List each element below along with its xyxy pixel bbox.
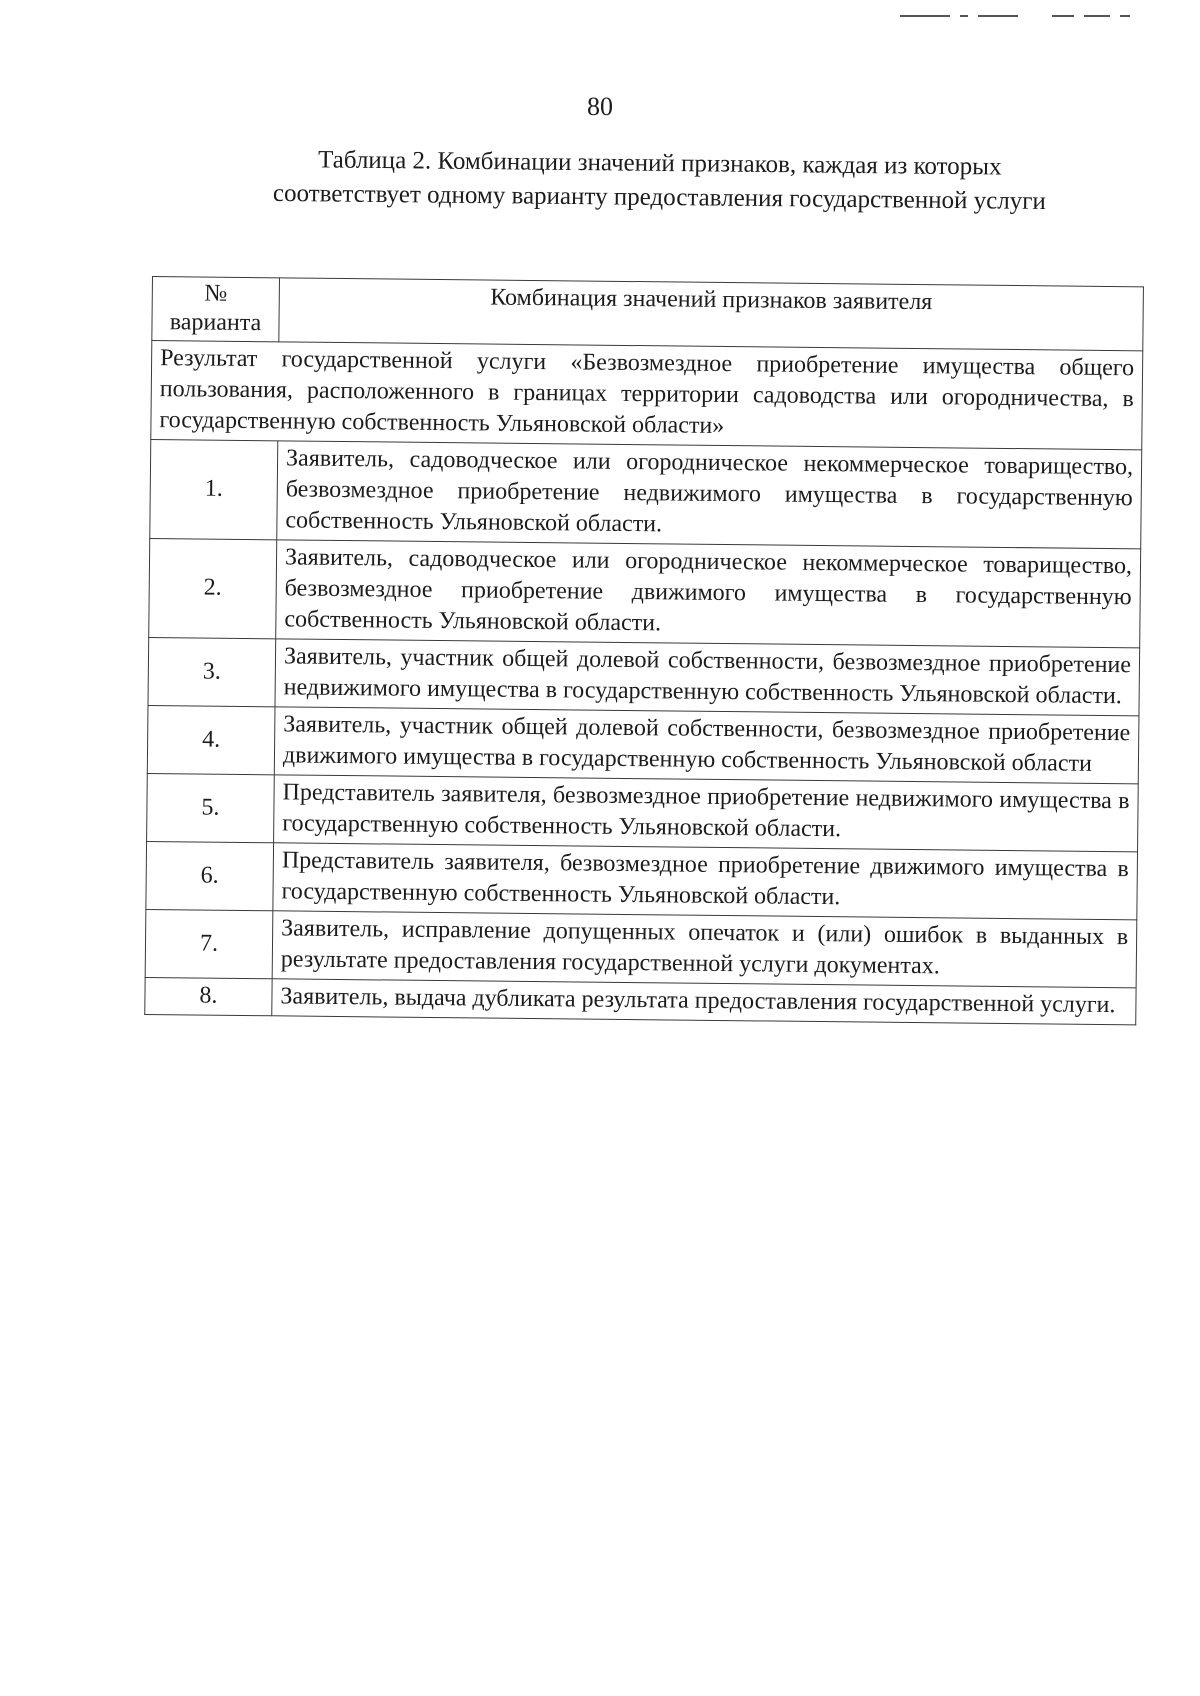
table-row xyxy=(149,538,1141,647)
header-combination: Комбинация значений признаков заявителя xyxy=(279,278,1144,351)
combination-cell: Представитель заявителя, безвозмездное приобретение движимого имущества в государственную собственность Ульяновской области. xyxy=(273,843,1138,920)
table-caption-line-2: соответствует одному варианту предоставления государственной услуги xyxy=(272,179,1047,215)
table-row xyxy=(145,909,1137,987)
variant-number-cell: 7. xyxy=(145,909,273,978)
variant-number-cell: 4. xyxy=(147,705,275,774)
variant-number-cell: 1. xyxy=(150,439,278,539)
combination-cell: Представитель заявителя, безвозмездное приобретение недвижимого имущества в государственную собственность Ульяновской области. xyxy=(274,775,1139,852)
variants-table xyxy=(144,276,1144,1025)
table-row xyxy=(150,439,1142,548)
variant-number-cell: 5. xyxy=(147,773,275,842)
table-caption-line-1: Таблица 2. Комбинации значений признаков, каждая из которых xyxy=(317,146,1002,181)
combination-cell: Заявитель, исправление допущенных опечаток и (или) ошибок в выданных в результате предоставления государственной услуги документах. xyxy=(272,911,1137,988)
combination-cell: Заявитель, выдача дубликата результата предоставления государственной услуги. xyxy=(272,979,1136,1025)
variant-number-cell: 3. xyxy=(148,637,276,706)
header-variant-number-label: варианта xyxy=(169,309,262,337)
variants-table-container xyxy=(144,276,1144,1025)
result-row xyxy=(151,341,1143,450)
table-row xyxy=(147,773,1139,851)
scan-artifact-mark xyxy=(900,14,1130,18)
variant-number-cell: 8. xyxy=(145,977,272,1015)
table-header-row xyxy=(152,277,1144,351)
header-variant-number-symbol: № xyxy=(204,280,228,307)
header-variant-number xyxy=(152,277,280,342)
variant-number-cell: 6. xyxy=(146,841,274,910)
page-number: 80 xyxy=(587,92,613,121)
table-row xyxy=(148,637,1140,715)
table-row xyxy=(147,705,1139,783)
combination-cell: Заявитель, участник общей долевой собственности, безвозмездное приобретение движимого имущества в государственную собственность Ульяновской области xyxy=(274,707,1139,784)
combination-cell: Заявитель, участник общей долевой собственности, безвозмездное приобретение недвижимого имущества в государственную собственность Ульяновской области. xyxy=(275,639,1140,716)
variant-number-cell: 2. xyxy=(149,538,277,638)
table-caption xyxy=(189,142,1130,220)
result-cell: Результат государственной услуги «Безвозмездное приобретение имущества общего пользования, расположенного в границах территории садоводства или огородничества, в государственную собственность Ульяновской области» xyxy=(151,341,1143,450)
combination-cell: Заявитель, садоводческое или огородническое некоммерческое товарищество, безвозмездное приобретение недвижимого имущества в государственную собственность Ульяновской области. xyxy=(277,441,1142,549)
combination-cell: Заявитель, садоводческое или огородническое некоммерческое товарищество, безвозмездное приобретение движимого имущества в государственную собственность Ульяновской области. xyxy=(276,540,1141,648)
table-row xyxy=(146,841,1138,919)
